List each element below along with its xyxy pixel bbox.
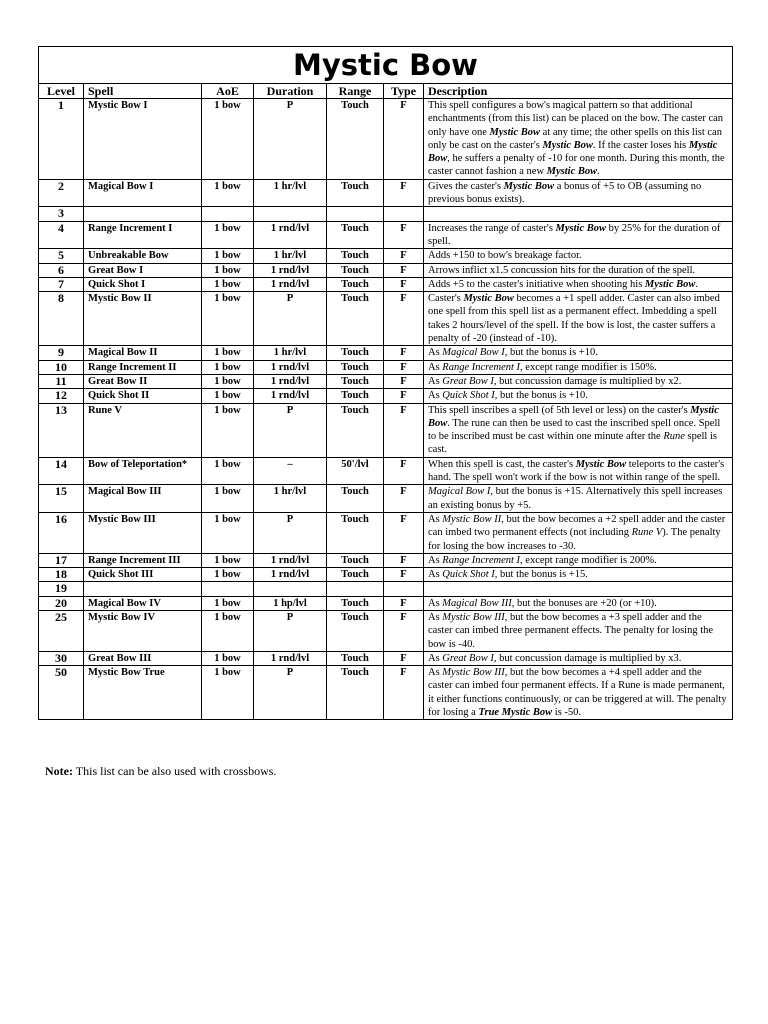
range-cell: Touch: [327, 179, 384, 207]
level-cell: 20: [39, 596, 84, 610]
type-cell: F: [384, 263, 424, 277]
duration-cell: P: [254, 99, 327, 180]
table-row: [39, 389, 733, 403]
description-cell: As Mystic Bow III, but the bow becomes a +3 spell adder and the caster can imbed three permanent effects. The penalty for losing the bow is -40.: [424, 610, 733, 651]
aoe-cell: 1 bow: [202, 292, 254, 346]
description-cell: As Range Increment I, except range modifier is 200%.: [424, 553, 733, 567]
level-cell: 6: [39, 263, 84, 277]
description-cell: When this spell is cast, the caster's Mystic Bow teleports to the caster's hand. The spell won't work if the bow is not within range of the spell.: [424, 457, 733, 485]
range-cell: Touch: [327, 596, 384, 610]
aoe-cell: 1 bow: [202, 596, 254, 610]
table-row: [39, 249, 733, 263]
aoe-cell: 1 bow: [202, 221, 254, 249]
description-cell: As Quick Shot I, but the bonus is +15.: [424, 568, 733, 582]
duration-cell: P: [254, 512, 327, 553]
duration-cell: P: [254, 666, 327, 720]
type-cell: F: [384, 374, 424, 388]
type-cell: [384, 207, 424, 221]
spell-name-cell: Great Bow II: [84, 374, 202, 388]
level-cell: 10: [39, 360, 84, 374]
aoe-cell: 1 bow: [202, 263, 254, 277]
level-cell: 19: [39, 582, 84, 596]
table-row: [39, 360, 733, 374]
spell-name-cell: Great Bow I: [84, 263, 202, 277]
duration-cell: 1 hr/lvl: [254, 179, 327, 207]
header-duration: Duration: [254, 84, 327, 99]
range-cell: Touch: [327, 403, 384, 457]
note-label: Note:: [45, 764, 73, 778]
level-cell: 17: [39, 553, 84, 567]
aoe-cell: 1 bow: [202, 249, 254, 263]
level-cell: 25: [39, 610, 84, 651]
level-cell: 4: [39, 221, 84, 249]
table-row: [39, 277, 733, 291]
type-cell: [384, 582, 424, 596]
type-cell: F: [384, 651, 424, 665]
duration-cell: P: [254, 610, 327, 651]
type-cell: F: [384, 249, 424, 263]
header-range: Range: [327, 84, 384, 99]
duration-cell: 1 hp/lvl: [254, 596, 327, 610]
description-cell: This spell inscribes a spell (of 5th level or less) on the caster's Mystic Bow. The rune can then be used to cast the inscribed spell once. Spell to be inscribed must be cast within one minute after the Rune spell is cast.: [424, 403, 733, 457]
description-cell: Magical Bow I, but the bonus is +15. Alternatively this spell increases an existing bonus by +5.: [424, 485, 733, 513]
level-cell: 50: [39, 666, 84, 720]
header-row: [39, 84, 733, 99]
type-cell: F: [384, 221, 424, 249]
spell-name-cell: Mystic Bow II: [84, 292, 202, 346]
level-cell: 30: [39, 651, 84, 665]
level-cell: 8: [39, 292, 84, 346]
range-cell: Touch: [327, 277, 384, 291]
range-cell: Touch: [327, 249, 384, 263]
header-level: Level: [39, 84, 84, 99]
level-cell: 12: [39, 389, 84, 403]
type-cell: F: [384, 346, 424, 360]
aoe-cell: 1 bow: [202, 403, 254, 457]
description-cell: As Great Bow I, but concussion damage is multiplied by x3.: [424, 651, 733, 665]
type-cell: F: [384, 596, 424, 610]
page-title: Mystic Bow: [39, 47, 733, 84]
aoe-cell: 1 bow: [202, 610, 254, 651]
table-row: [39, 292, 733, 346]
aoe-cell: 1 bow: [202, 512, 254, 553]
aoe-cell: 1 bow: [202, 374, 254, 388]
aoe-cell: [202, 207, 254, 221]
type-cell: F: [384, 666, 424, 720]
type-cell: F: [384, 403, 424, 457]
type-cell: F: [384, 360, 424, 374]
range-cell: 50'/lvl: [327, 457, 384, 485]
level-cell: 2: [39, 179, 84, 207]
level-cell: 18: [39, 568, 84, 582]
duration-cell: 1 rnd/lvl: [254, 553, 327, 567]
spell-list-sheet: [38, 46, 732, 720]
description-cell: This spell configures a bow's magical pattern so that additional enchantments (from this list) can be placed on the bow. The caster can only have one Mystic Bow at any time; the other spells on this list can only be cast on the caster's Mystic Bow. If the caster loses his Mystic Bow, he suffers a penalty of -10 for one month. During this month, the caster cannot fashion a new Mystic Bow.: [424, 99, 733, 180]
range-cell: Touch: [327, 360, 384, 374]
level-cell: 9: [39, 346, 84, 360]
range-cell: Touch: [327, 263, 384, 277]
table-row: [39, 346, 733, 360]
level-cell: 1: [39, 99, 84, 180]
range-cell: Touch: [327, 568, 384, 582]
table-row: [39, 485, 733, 513]
level-cell: 13: [39, 403, 84, 457]
aoe-cell: 1 bow: [202, 99, 254, 180]
level-cell: 16: [39, 512, 84, 553]
table-row: [39, 221, 733, 249]
range-cell: Touch: [327, 99, 384, 180]
table-row: [39, 582, 733, 596]
description-cell: [424, 207, 733, 221]
duration-cell: 1 hr/lvl: [254, 346, 327, 360]
spell-name-cell: Quick Shot III: [84, 568, 202, 582]
aoe-cell: 1 bow: [202, 457, 254, 485]
description-cell: Arrows inflict x1.5 concussion hits for the duration of the spell.: [424, 263, 733, 277]
header-aoe: AoE: [202, 84, 254, 99]
description-cell: Adds +150 to bow's breakage factor.: [424, 249, 733, 263]
level-cell: 3: [39, 207, 84, 221]
description-cell: Adds +5 to the caster's initiative when shooting his Mystic Bow.: [424, 277, 733, 291]
level-cell: 7: [39, 277, 84, 291]
description-cell: Caster's Mystic Bow becomes a +1 spell adder. Caster can also imbed one spell from this spell list as a permanent effect. Imbedding a spell takes 2 hours/level of the spell. If the bow is lost, the caster suffers a penalty of -20 (instead of -10).: [424, 292, 733, 346]
range-cell: Touch: [327, 512, 384, 553]
table-row: [39, 99, 733, 180]
description-cell: As Mystic Bow III, but the bow becomes a +4 spell adder and the caster can imbed four permanent effects. If a Rune is made permanent, it either functions continuously, or can be triggered at will. The penalty for losing a True Mystic Bow is -50.: [424, 666, 733, 720]
spell-name-cell: [84, 582, 202, 596]
level-cell: 14: [39, 457, 84, 485]
duration-cell: [254, 207, 327, 221]
description-cell: As Magical Bow III, but the bonuses are +20 (or +10).: [424, 596, 733, 610]
title-row: [39, 47, 733, 84]
aoe-cell: 1 bow: [202, 666, 254, 720]
duration-cell: 1 rnd/lvl: [254, 374, 327, 388]
description-cell: As Magical Bow I, but the bonus is +10.: [424, 346, 733, 360]
aoe-cell: 1 bow: [202, 553, 254, 567]
duration-cell: 1 rnd/lvl: [254, 263, 327, 277]
duration-cell: 1 rnd/lvl: [254, 568, 327, 582]
level-cell: 15: [39, 485, 84, 513]
aoe-cell: 1 bow: [202, 485, 254, 513]
spell-name-cell: Mystic Bow I: [84, 99, 202, 180]
spell-name-cell: Mystic Bow IV: [84, 610, 202, 651]
spell-name-cell: Range Increment III: [84, 553, 202, 567]
description-cell: Increases the range of caster's Mystic Bow by 25% for the duration of spell.: [424, 221, 733, 249]
header-type: Type: [384, 84, 424, 99]
range-cell: Touch: [327, 346, 384, 360]
duration-cell: P: [254, 403, 327, 457]
type-cell: F: [384, 99, 424, 180]
level-cell: 11: [39, 374, 84, 388]
type-cell: F: [384, 610, 424, 651]
duration-cell: –: [254, 457, 327, 485]
duration-cell: 1 rnd/lvl: [254, 360, 327, 374]
table-row: [39, 596, 733, 610]
aoe-cell: [202, 582, 254, 596]
duration-cell: 1 hr/lvl: [254, 485, 327, 513]
spell-table: [38, 46, 733, 720]
spell-name-cell: Mystic Bow III: [84, 512, 202, 553]
description-cell: As Quick Shot I, but the bonus is +10.: [424, 389, 733, 403]
type-cell: F: [384, 485, 424, 513]
range-cell: Touch: [327, 221, 384, 249]
range-cell: Touch: [327, 485, 384, 513]
table-row: [39, 651, 733, 665]
duration-cell: [254, 582, 327, 596]
description-cell: As Range Increment I, except range modifier is 150%.: [424, 360, 733, 374]
aoe-cell: 1 bow: [202, 277, 254, 291]
aoe-cell: 1 bow: [202, 568, 254, 582]
spell-name-cell: Unbreakable Bow: [84, 249, 202, 263]
header-description: Description: [424, 84, 733, 99]
table-row: [39, 207, 733, 221]
table-row: [39, 666, 733, 720]
type-cell: F: [384, 512, 424, 553]
spell-name-cell: Bow of Teleportation*: [84, 457, 202, 485]
spell-name-cell: Magical Bow IV: [84, 596, 202, 610]
type-cell: F: [384, 568, 424, 582]
type-cell: F: [384, 292, 424, 346]
type-cell: F: [384, 457, 424, 485]
spell-name-cell: Magical Bow II: [84, 346, 202, 360]
header-spell: Spell: [84, 84, 202, 99]
type-cell: F: [384, 389, 424, 403]
table-row: [39, 374, 733, 388]
aoe-cell: 1 bow: [202, 389, 254, 403]
spell-name-cell: [84, 207, 202, 221]
description-cell: As Mystic Bow II, but the bow becomes a +2 spell adder and the caster can imbed two permanent effects (not including Rune V). The penalty for losing the bow increases to -30.: [424, 512, 733, 553]
description-cell: As Great Bow I, but concussion damage is multiplied by x2.: [424, 374, 733, 388]
range-cell: [327, 582, 384, 596]
table-row: [39, 610, 733, 651]
range-cell: [327, 207, 384, 221]
spell-name-cell: Magical Bow III: [84, 485, 202, 513]
table-row: [39, 457, 733, 485]
range-cell: Touch: [327, 292, 384, 346]
table-row: [39, 179, 733, 207]
duration-cell: 1 rnd/lvl: [254, 389, 327, 403]
range-cell: Touch: [327, 666, 384, 720]
spell-name-cell: Quick Shot II: [84, 389, 202, 403]
spell-name-cell: Range Increment II: [84, 360, 202, 374]
duration-cell: P: [254, 292, 327, 346]
type-cell: F: [384, 179, 424, 207]
range-cell: Touch: [327, 651, 384, 665]
type-cell: F: [384, 277, 424, 291]
aoe-cell: 1 bow: [202, 360, 254, 374]
range-cell: Touch: [327, 553, 384, 567]
aoe-cell: 1 bow: [202, 651, 254, 665]
duration-cell: 1 hr/lvl: [254, 249, 327, 263]
note-text: This list can be also used with crossbows.: [75, 764, 277, 778]
description-cell: Gives the caster's Mystic Bow a bonus of +5 to OB (assuming no previous bonus exists).: [424, 179, 733, 207]
table-row: [39, 512, 733, 553]
spell-name-cell: Magical Bow I: [84, 179, 202, 207]
range-cell: Touch: [327, 374, 384, 388]
duration-cell: 1 rnd/lvl: [254, 221, 327, 249]
table-row: [39, 553, 733, 567]
level-cell: 5: [39, 249, 84, 263]
aoe-cell: 1 bow: [202, 346, 254, 360]
spell-name-cell: Quick Shot I: [84, 277, 202, 291]
spell-name-cell: Rune V: [84, 403, 202, 457]
duration-cell: 1 rnd/lvl: [254, 277, 327, 291]
spell-name-cell: Mystic Bow True: [84, 666, 202, 720]
table-row: [39, 568, 733, 582]
aoe-cell: 1 bow: [202, 179, 254, 207]
duration-cell: 1 rnd/lvl: [254, 651, 327, 665]
spell-name-cell: Great Bow III: [84, 651, 202, 665]
range-cell: Touch: [327, 610, 384, 651]
type-cell: F: [384, 553, 424, 567]
spell-name-cell: Range Increment I: [84, 221, 202, 249]
description-cell: [424, 582, 733, 596]
table-row: [39, 263, 733, 277]
footnote: [45, 764, 276, 779]
table-row: [39, 403, 733, 457]
range-cell: Touch: [327, 389, 384, 403]
